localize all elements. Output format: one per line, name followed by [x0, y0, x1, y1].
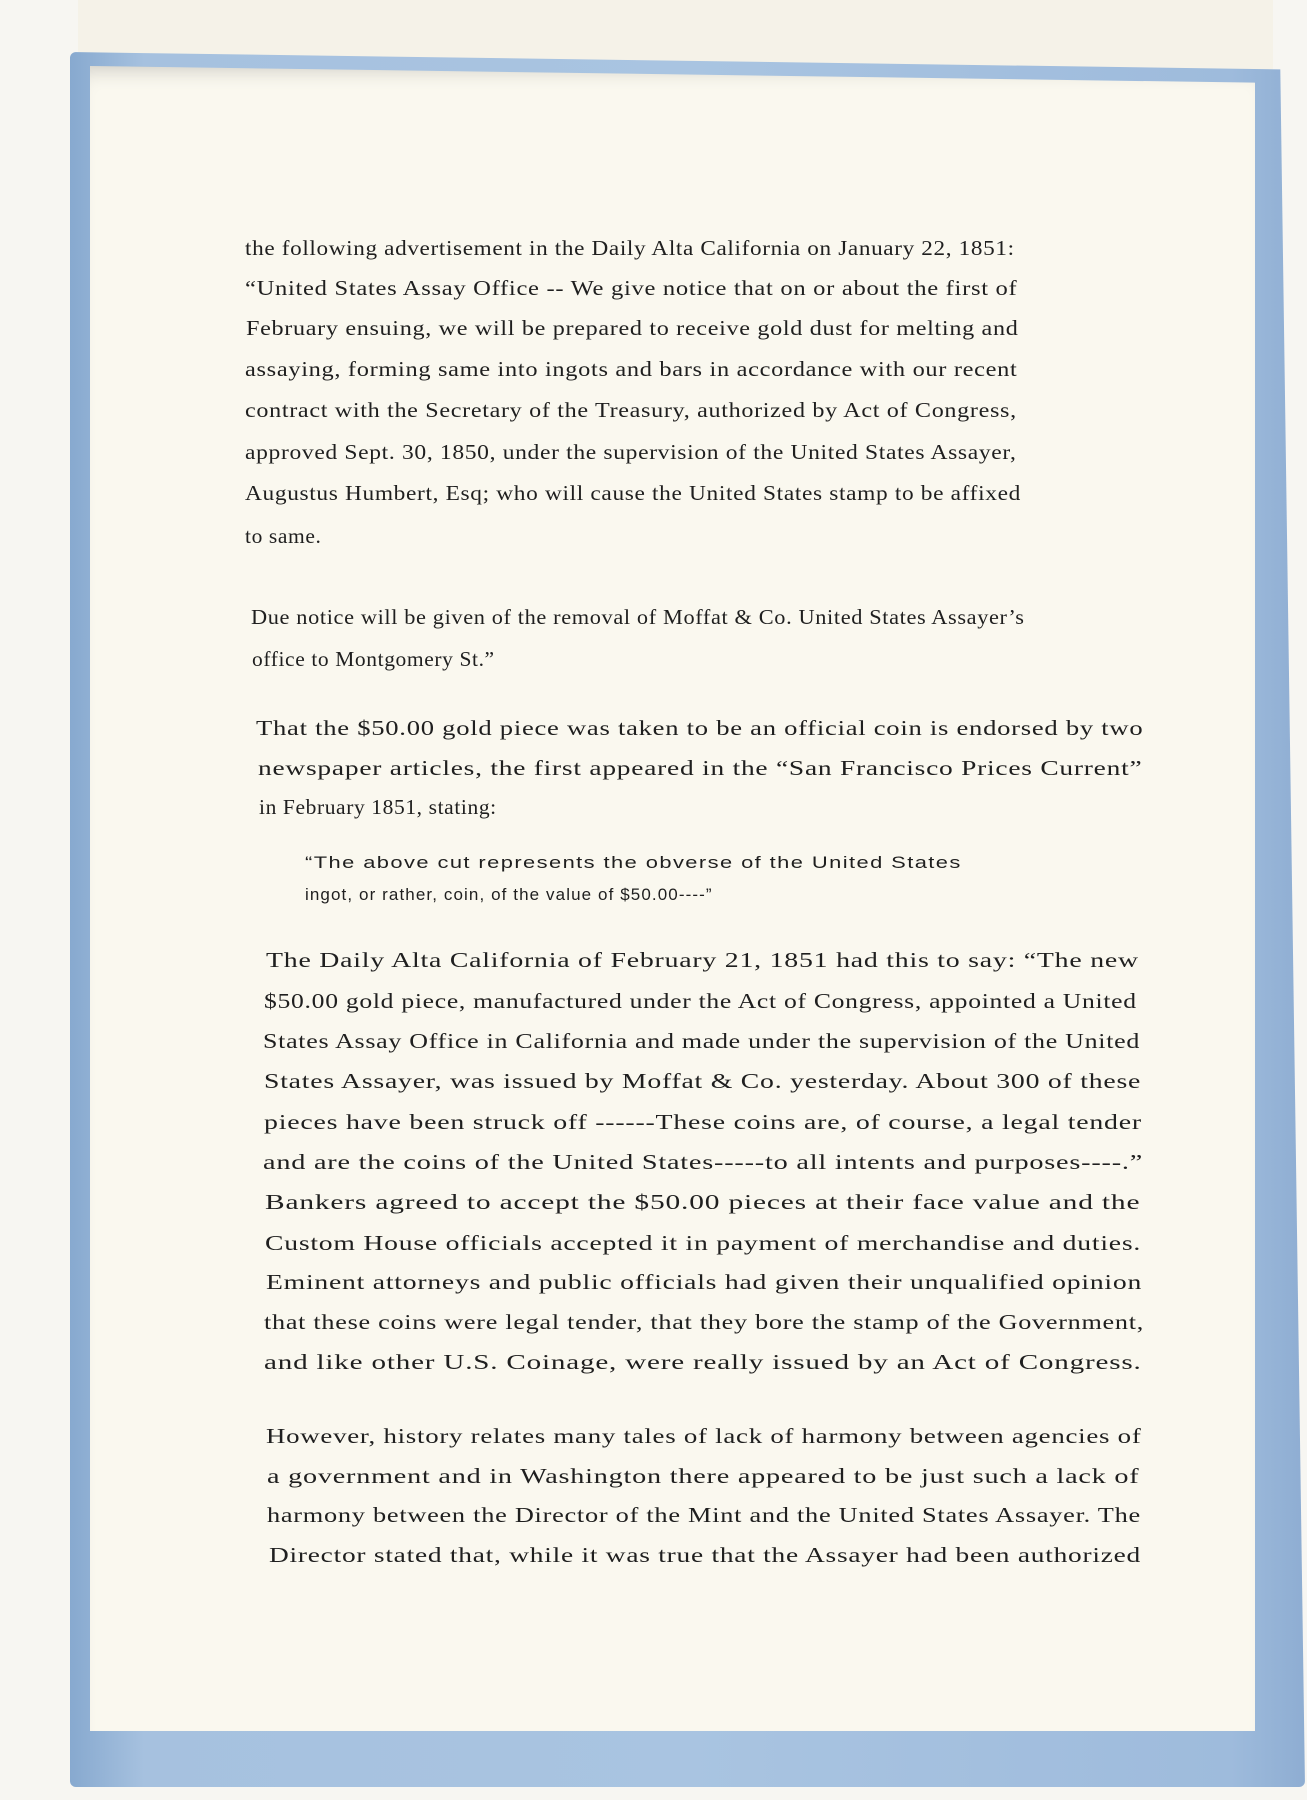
text-line: Custom House officials accepted it in payment of merchandise and duties. [265, 1231, 1142, 1255]
text-line: newspaper articles, the first appeared in the “San Francisco Prices Current” [258, 756, 1143, 780]
text-line: “United States Assay Office -- We give notice that on or about the first of [245, 276, 1018, 300]
text-line: a government and in Washington there appeared to be just such a lack of [267, 1464, 1140, 1488]
text-line: States Assay Office in California and made under the supervision of the United [263, 1029, 1141, 1053]
text-line: office to Montgomery St.” [252, 647, 495, 671]
text-line: assaying, forming same into ingots and bars in accordance with our recent [245, 357, 1018, 381]
text-line: The Daily Alta California of February 21, 1851 had this to say: “The new [266, 948, 1139, 972]
text-line: approved Sept. 30, 1850, under the supervision of the United States Assayer, [245, 440, 1017, 464]
text-line: Due notice will be given of the removal of Moffat & Co. United States Assayer’s [251, 605, 1025, 629]
text-line: However, history relates many tales of lack of harmony between agencies of [266, 1424, 1142, 1448]
text-line: Augustus Humbert, Esq; who will cause the United States stamp to be affixed [245, 481, 1021, 505]
quotation-line: ingot, or rather, coin, of the value of $50.00----” [305, 885, 713, 904]
text-line: and are the coins of the United States-----to all intents and purposes----.” [263, 1150, 1144, 1174]
quotation-line: “The above cut represents the obverse of the United States [305, 853, 962, 872]
text-line: $50.00 gold piece, manufactured under the Act of Congress, appointed a United [264, 989, 1137, 1013]
text-line: in February 1851, stating: [259, 795, 497, 819]
text-line: Eminent attorneys and public officials had given their unqualified opinion [266, 1270, 1143, 1294]
text-line: to same. [245, 524, 322, 548]
text-line: that these coins were legal tender, that they bore the stamp of the Government, [264, 1310, 1144, 1334]
text-line: Bankers agreed to accept the $50.00 pieces at their face value and the [265, 1190, 1141, 1214]
text-line: February ensuing, we will be prepared to receive gold dust for melting and [246, 316, 1019, 340]
text-line: the following advertisement in the Daily Alta California on January 22, 1851: [245, 236, 1015, 260]
text-line: States Assayer, was issued by Moffat & Co. yesterday. About 300 of these [264, 1069, 1142, 1093]
text-line: That the $50.00 gold piece was taken to be an official coin is endorsed by two [256, 716, 1144, 740]
text-line: Director stated that, while it was true that the Assayer had been authorized [269, 1543, 1142, 1567]
text-line: contract with the Secretary of the Treasury, authorized by Act of Congress, [245, 398, 1017, 422]
text-line: pieces have been struck off ------These coins are, of course, a legal tender [264, 1110, 1142, 1134]
text-line: and like other U.S. Coinage, were really issued by an Act of Congress. [264, 1350, 1142, 1374]
text-line: harmony between the Director of the Mint and the United States Assayer. The [267, 1503, 1141, 1527]
